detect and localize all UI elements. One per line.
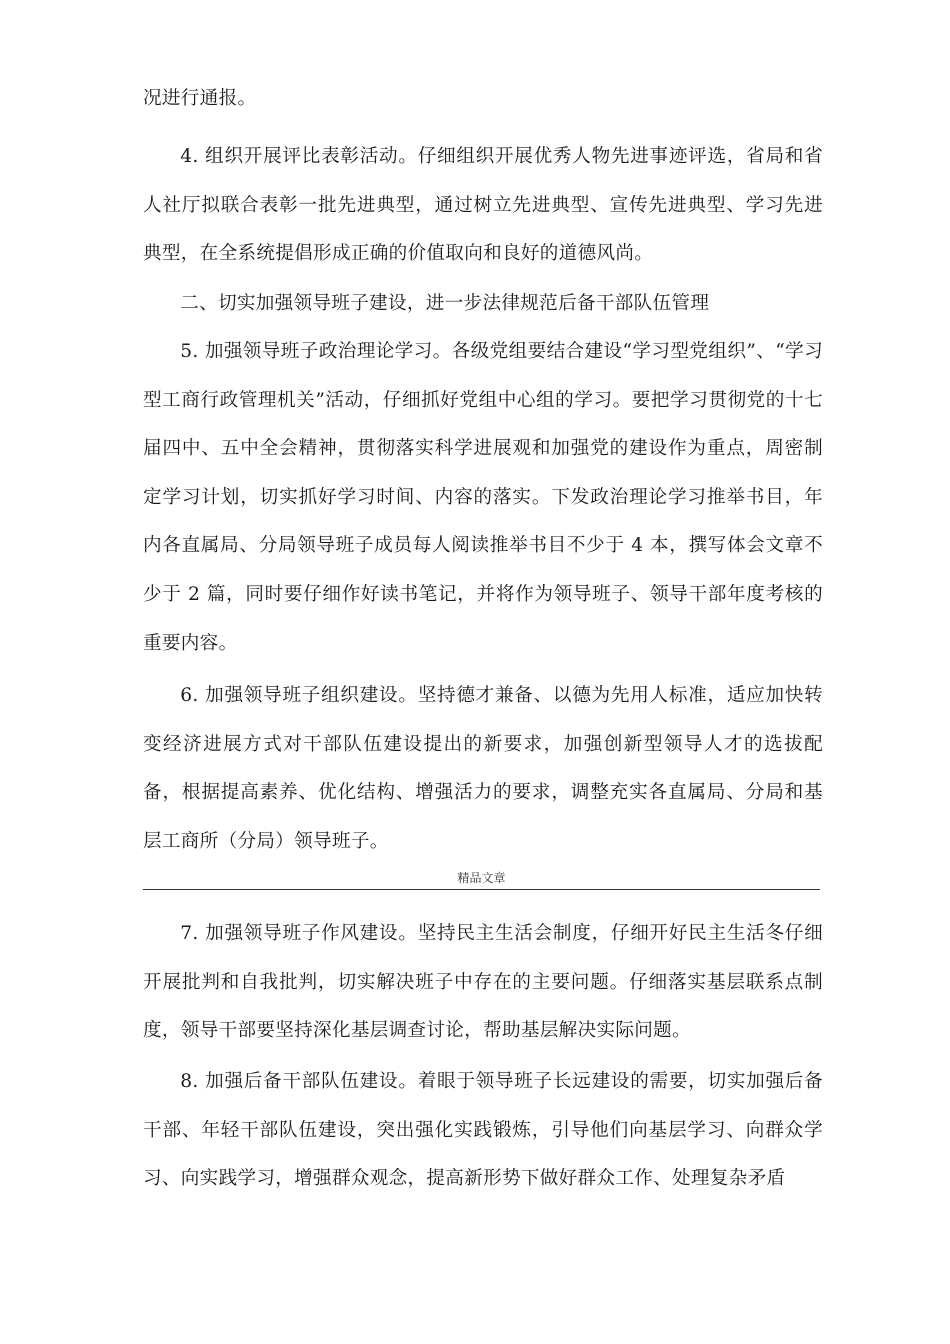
footer-divider [143,889,820,890]
section-heading-2: 二、切实加强领导班子建设，进一步法律规范后备干部队伍管理 [180,293,710,314]
paragraph-item-8: 8. 加强后备干部队伍建设。着眼于领导班子长远建设的需要，切实加强后备干部、年轻干部队伍建设，突出强化实践锻炼，引导他们向基层学习、向群众学习、向实践学习，增强群众观念，提高新形势下做好群众工作、处理复杂矛盾 [143,1071,823,1190]
paragraph-item-5: 5. 加强领导班子政治理论学习。各级党组要结合建设“学习型党组织”、“学习型工商行政管理机关”活动，仔细抓好党组中心组的学习。要把学习贯彻党的十七届四中、五中全会精神，贯彻落实科学进展观和加强党的建设作为重点，周密制定学习计划，切实抓好学习时间、内容的落实。下发政治理论学习推举书目，年内各直属局、分局领导班子成员每人阅读推举书目不少于 4 本，撰写体会文章不少于 2 篇，同时要仔细作好读书笔记，并将作为领导班子、领导干部年度考核的重要内容。 [143,341,823,654]
paragraph-item-6: 6. 加强领导班子组织建设。坚持德才兼备、以德为先用人标准，适应加快转变经济进展方式对干部队伍建设提出的新要求，加强创新型领导人才的选拔配备，根据提高素养、优化结构、增强活力的要求，调整充实各直属局、分局和基层工商所（分局）领导班子。 [143,685,823,852]
paragraph-continuation: 况进行通报。 [143,88,257,109]
footer-label: 精品文章 [457,871,506,885]
paragraph-item-4: 4. 组织开展评比表彰活动。仔细组织开展优秀人物先进事迹评选，省局和省人社厅拟联合表彰一批先进典型，通过树立先进典型、宣传先进典型、学习先进典型，在全系统提倡形成正确的价值取向和良好的道德风尚。 [143,146,823,265]
paragraph-item-7: 7. 加强领导班子作风建设。坚持民主生活会制度，仔细开好民主生活冬仔细开展批判和自我批判，切实解决班子中存在的主要问题。仔细落实基层联系点制度，领导干部要坚持深化基层调查讨论，帮助基层解决实际问题。 [143,923,823,1042]
